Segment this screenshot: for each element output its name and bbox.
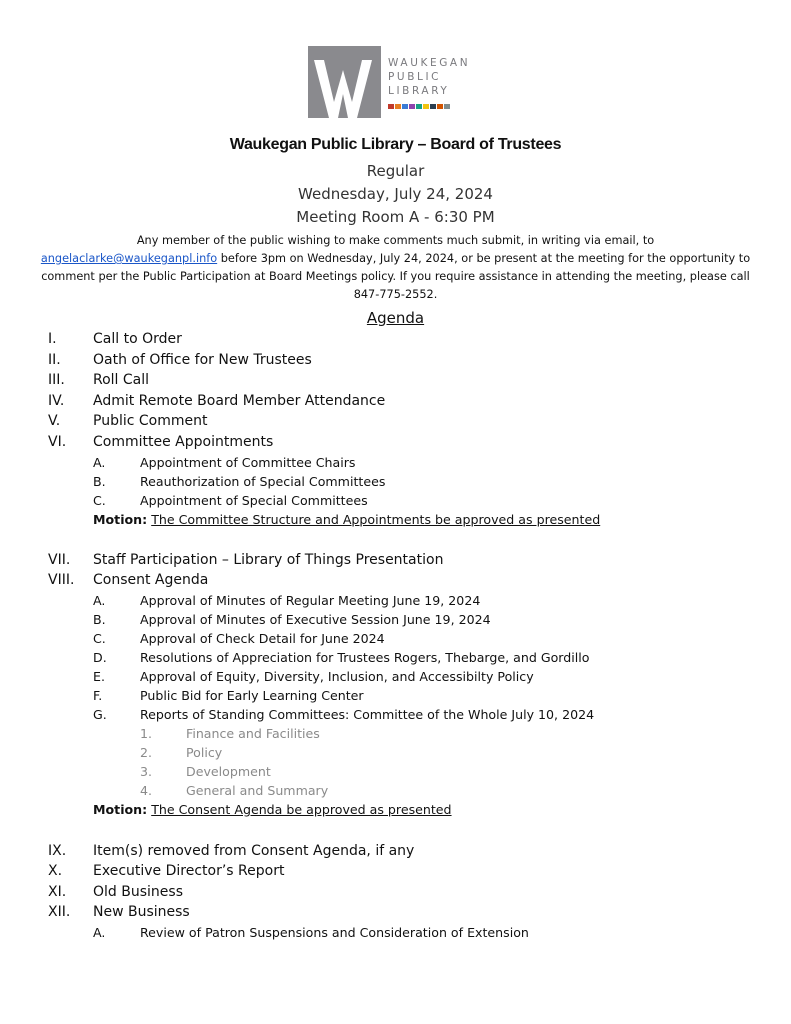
subitem-letter: D. bbox=[93, 650, 107, 665]
logo-color-square bbox=[388, 104, 394, 109]
subitem-letter: C. bbox=[93, 631, 106, 646]
item-number: X. bbox=[48, 863, 63, 879]
logo-line-2: PUBLIC bbox=[388, 71, 442, 83]
logo-color-square bbox=[423, 104, 429, 109]
item-text: Public Comment bbox=[93, 413, 208, 429]
logo-color-square bbox=[437, 104, 443, 109]
report-number: 4. bbox=[140, 783, 153, 798]
item-number: VI. bbox=[48, 434, 67, 450]
subitem-text: Approval of Equity, Diversity, Inclusion, and Accessibilty Policy bbox=[140, 669, 534, 684]
logo-color-square bbox=[402, 104, 408, 109]
subitem-letter: E. bbox=[93, 669, 105, 684]
item-text: Old Business bbox=[93, 884, 183, 900]
item-text: Staff Participation – Library of Things Presentation bbox=[93, 552, 444, 568]
report-text: Development bbox=[186, 764, 271, 779]
report-number: 2. bbox=[140, 745, 153, 760]
subitem-text: Reports of Standing Committees: Committee of the Whole July 10, 2024 bbox=[140, 707, 595, 722]
notice-intro: Any member of the public wishing to make comments much submit, in writing via email, to bbox=[136, 234, 655, 247]
subitem-letter: B. bbox=[93, 612, 106, 627]
subitem-letter: A. bbox=[93, 593, 106, 608]
logo-color-squares bbox=[388, 104, 450, 109]
motion-consent bbox=[93, 802, 452, 817]
motion-label: Motion: bbox=[93, 802, 148, 817]
motion-text: The Consent Agenda be approved as presented bbox=[151, 802, 452, 817]
subitem-text: Reauthorization of Special Committees bbox=[140, 474, 386, 489]
report-text: Policy bbox=[186, 745, 223, 760]
item-text: Consent Agenda bbox=[93, 572, 209, 588]
motion-label: Motion: bbox=[93, 512, 148, 527]
item-text: Executive Director’s Report bbox=[93, 863, 285, 879]
meeting-date: Wednesday, July 24, 2024 bbox=[298, 185, 493, 203]
logo-color-square bbox=[395, 104, 401, 109]
subitem-text: Approval of Minutes of Executive Session June 19, 2024 bbox=[140, 612, 491, 627]
item-number: III. bbox=[48, 372, 65, 388]
logo-line-1: WAUKEGAN bbox=[388, 57, 471, 69]
item-text: Roll Call bbox=[93, 372, 150, 388]
logo-color-square bbox=[430, 104, 436, 109]
public-comment-notice bbox=[40, 232, 751, 304]
motion-text: The Committee Structure and Appointments be approved as presented bbox=[151, 512, 601, 527]
subitem-text: Public Bid for Early Learning Center bbox=[140, 688, 364, 703]
notice-rest: before 3pm on Wednesday, July 24, 2024, or be present at the meeting for the opportunity to comment per the Public Participation at Board Meetings policy. If you require assistance in attending the meeting, please call 847-775-2552. bbox=[41, 252, 751, 301]
subitem-text: Review of Patron Suspensions and Consideration of Extension bbox=[140, 925, 529, 940]
item-text: New Business bbox=[93, 904, 190, 920]
item-number: VIII. bbox=[48, 572, 75, 588]
subitem-text: Resolutions of Appreciation for Trustees Rogers, Thebarge, and Gordillo bbox=[140, 650, 590, 665]
item-number: IX. bbox=[48, 843, 67, 859]
item-number: V. bbox=[48, 413, 61, 429]
subitem-text: Appointment of Special Committees bbox=[140, 493, 368, 508]
logo-color-square bbox=[409, 104, 415, 109]
agenda-heading: Agenda bbox=[366, 309, 425, 327]
w-letter-icon bbox=[308, 46, 381, 118]
subitem-text: Appointment of Committee Chairs bbox=[140, 455, 356, 470]
item-number: VII. bbox=[48, 552, 71, 568]
item-text: Admit Remote Board Member Attendance bbox=[93, 393, 386, 409]
item-number: IV. bbox=[48, 393, 65, 409]
item-text: Call to Order bbox=[93, 331, 182, 347]
item-text: Committee Appointments bbox=[93, 434, 274, 450]
subitem-text: Approval of Minutes of Regular Meeting June 19, 2024 bbox=[140, 593, 481, 608]
logo-color-square bbox=[416, 104, 422, 109]
library-logo bbox=[308, 46, 488, 118]
item-number: I. bbox=[48, 331, 57, 347]
logo-wordmark bbox=[388, 56, 470, 98]
subitem-letter: F. bbox=[93, 688, 103, 703]
report-text: General and Summary bbox=[186, 783, 329, 798]
report-number: 1. bbox=[140, 726, 153, 741]
logo-line-3: LIBRARY bbox=[388, 85, 450, 97]
item-text: Oath of Office for New Trustees bbox=[93, 352, 312, 368]
item-number: XI. bbox=[48, 884, 67, 900]
item-text: Item(s) removed from Consent Agenda, if any bbox=[93, 843, 415, 859]
subitem-letter: A. bbox=[93, 455, 106, 470]
meeting-type: Regular bbox=[366, 162, 425, 180]
logo-w-mark bbox=[308, 46, 381, 118]
subitem-text: Approval of Check Detail for June 2024 bbox=[140, 631, 385, 646]
logo-color-square bbox=[444, 104, 450, 109]
item-number: II. bbox=[48, 352, 61, 368]
report-number: 3. bbox=[140, 764, 153, 779]
subitem-letter: G. bbox=[93, 707, 107, 722]
subitem-letter: C. bbox=[93, 493, 106, 508]
document-title: Waukegan Public Library – Board of Trustees bbox=[229, 136, 562, 153]
motion-committee bbox=[93, 512, 600, 527]
subitem-letter: B. bbox=[93, 474, 106, 489]
report-text: Finance and Facilities bbox=[186, 726, 320, 741]
item-number: XII. bbox=[48, 904, 71, 920]
subitem-letter: A. bbox=[93, 925, 106, 940]
email-link[interactable]: angelaclarke@waukeganpl.info bbox=[40, 252, 218, 265]
meeting-location: Meeting Room A - 6:30 PM bbox=[296, 208, 495, 226]
